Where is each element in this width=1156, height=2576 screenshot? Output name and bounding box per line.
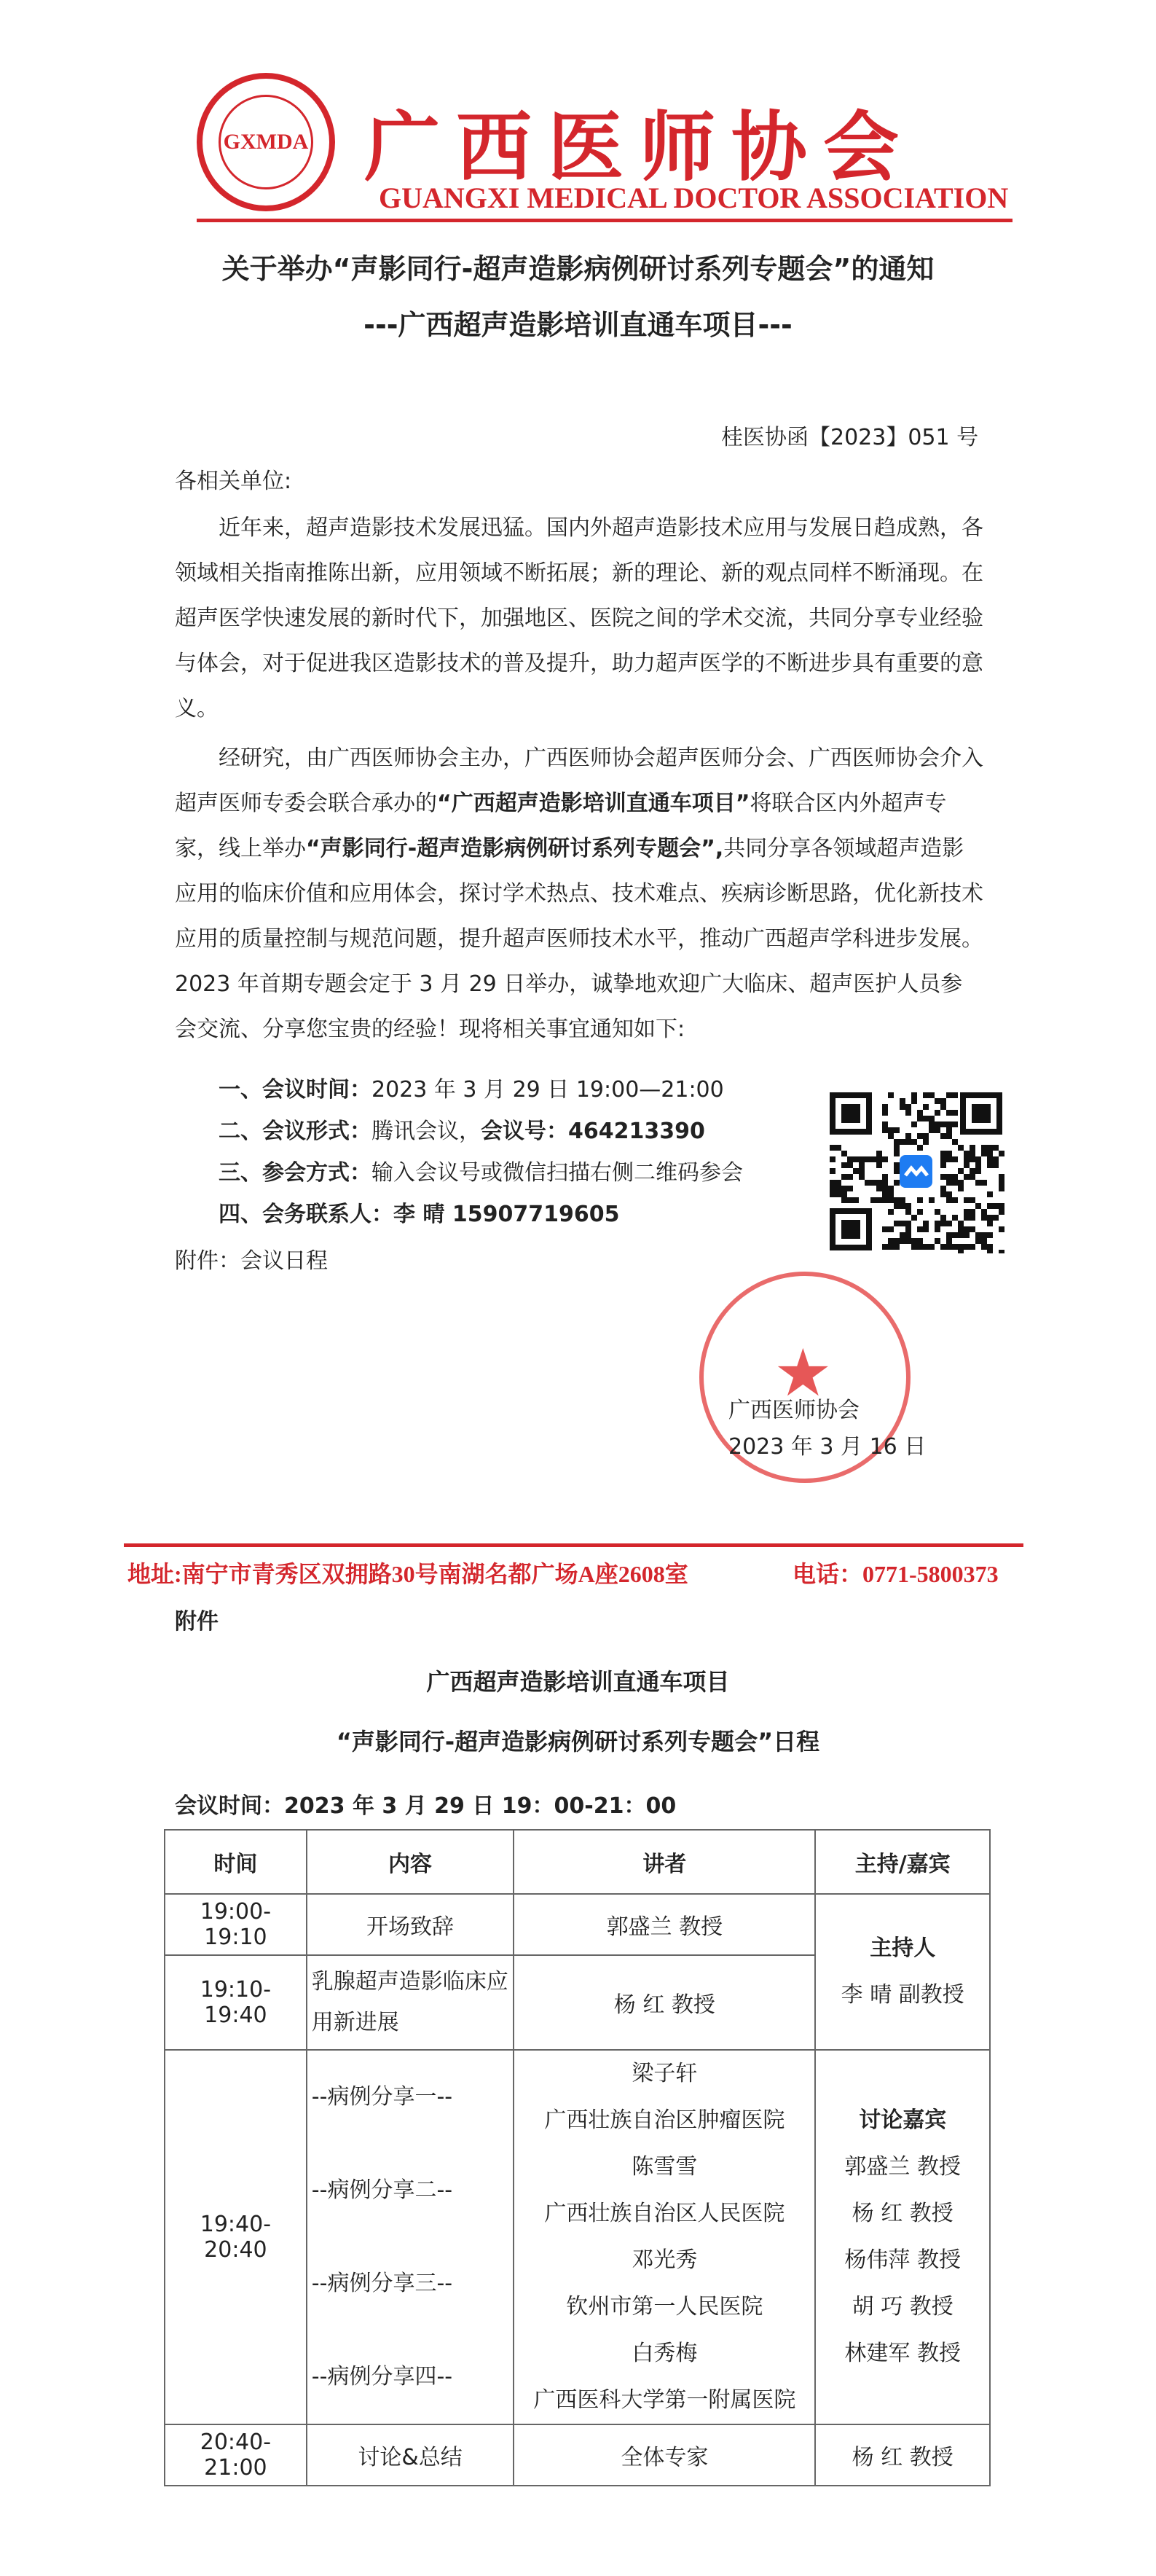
row1-speaker: 郭盛兰 教授 <box>514 1894 815 1955</box>
col-header-content: 内容 <box>307 1830 514 1894</box>
attachment-title: 广西超声造影培训直通车项目 <box>426 1668 730 1696</box>
guest-5: 林建军 教授 <box>844 2341 961 2366</box>
table-row <box>165 2050 990 2424</box>
speaker-2-hospital: 广西壮族自治区人民医院 <box>544 2201 785 2226</box>
row3-cases <box>307 2050 514 2424</box>
attachment-subtitle: “声影同行-超声造影病例研讨系列专题会”日程 <box>336 1728 820 1755</box>
col-header-host: 主持/嘉宾 <box>815 1830 990 1894</box>
case-1: --病例分享一-- <box>311 2084 453 2110</box>
guest-4: 胡 巧 教授 <box>852 2294 953 2319</box>
speaker-4: 白秀梅 <box>632 2341 698 2366</box>
guests-title: 讨论嘉宾 <box>859 2107 947 2133</box>
item-join-method: 三、参会方式：输入会议号或微信扫描右侧二维码参会 <box>219 1160 743 1186</box>
item-contact: 四、会务联系人：李 晴 15907719605 <box>219 1202 620 1227</box>
footer-address: 地址:南宁市青秀区双拥路30号南湖名都广场A座2608室 <box>127 1561 688 1587</box>
host-cell <box>815 1894 990 2050</box>
row4-host: 杨 红 教授 <box>815 2424 990 2486</box>
org-name-cn: 广西医师协会 <box>364 102 916 192</box>
salutation: 各相关单位: <box>175 469 292 494</box>
signature-date: 2023 年 3 月 16 日 <box>728 1434 927 1460</box>
table-header-row <box>165 1830 990 1894</box>
speaker-3: 邓光秀 <box>632 2247 698 2273</box>
row4-time: 20:40-21:00 <box>165 2424 307 2486</box>
signature-org: 广西医师协会 <box>728 1398 860 1423</box>
footer-phone: 电话：0771-5800373 <box>793 1561 999 1587</box>
speaker-1-hospital: 广西壮族自治区肿瘤医院 <box>544 2107 785 2133</box>
guest-1: 郭盛兰 教授 <box>844 2154 961 2180</box>
document-number: 桂医协函【2023】051 号 <box>721 425 979 450</box>
case-4: --病例分享四-- <box>311 2364 453 2389</box>
notice-subtitle: ---广西超声造影培训直通车项目--- <box>363 309 793 341</box>
row4-content: 讨论&总结 <box>307 2424 514 2486</box>
case-3: --病例分享三-- <box>311 2271 453 2296</box>
speaker-3-hospital: 钦州市第一人民医院 <box>566 2294 763 2319</box>
footer-divider <box>124 1543 1023 1547</box>
paragraph-2: 经研究，由广西医师协会主办，广西医师协会超声医师分会、广西医师协会介入超声医师专委会联合承办的“广西超声造影培训直通车项目”将联合区内外超声专家，线上举办“声影同行-超声造影病例研讨系列专题会”,共同分享各领域超声造影应用的临床价值和应用体会，探讨学术热点、技术难点、疾病诊断思路，优化新技术应用的质量控制与规范问题，提升超声医师技术水平，推动广西超声学科进步发展。2023 年首期专题会定于 3 月 29 日举办，诚挚地欢迎广大临床、超声医护人员参会交流、分享您宝贵的经验！现将相关事宜通知如下: <box>175 745 983 1042</box>
meeting-qr-code[interactable] <box>827 1089 1005 1253</box>
attachment-label: 附件 <box>175 1609 219 1635</box>
row4-speaker: 全体专家 <box>514 2424 815 2486</box>
item-meeting-time: 一、会议时间：2023 年 3 月 29 日 19:00—21:00 <box>219 1077 724 1103</box>
item-meeting-format: 二、会议形式：腾讯会议，会议号：464213390 <box>219 1119 705 1144</box>
speaker-2: 陈雪雪 <box>632 2154 698 2180</box>
org-name-en: GUANGXI MEDICAL DOCTOR ASSOCIATION <box>379 181 1009 214</box>
schedule-meeting-time: 会议时间：2023 年 3 月 29 日 19：00-21：00 <box>175 1793 677 1819</box>
row2-time: 19:10-19:40 <box>165 1955 307 2050</box>
row3-speakers <box>514 2050 815 2424</box>
guest-3: 杨伟萍 教授 <box>844 2247 961 2273</box>
seal-star-icon: ★ <box>774 1335 833 1412</box>
notice-title: 关于举办“声影同行-超声造影病例研讨系列专题会”的通知 <box>221 253 935 285</box>
logo-text: GXMDA <box>223 130 309 154</box>
table-row <box>165 1894 990 1955</box>
host-title: 主持人 <box>870 1935 936 1961</box>
row2-speaker: 杨 红 教授 <box>514 1955 815 2050</box>
row1-content: 开场致辞 <box>307 1894 514 1955</box>
row2-content: 乳腺超声造影临床应用新进展 <box>307 1955 514 2050</box>
row1-time: 19:00-19:10 <box>165 1894 307 1955</box>
guest-2: 杨 红 教授 <box>852 2201 953 2226</box>
row3-time: 19:40-20:40 <box>165 2050 307 2424</box>
col-header-speaker: 讲者 <box>514 1830 815 1894</box>
host-name: 李 晴 副教授 <box>841 1982 964 2008</box>
case-2: --病例分享二-- <box>311 2177 453 2203</box>
col-header-time: 时间 <box>165 1830 307 1894</box>
attachment-note: 附件：会议日程 <box>175 1248 328 1274</box>
schedule-table <box>164 1829 991 2486</box>
paragraph-1: 近年来，超声造影技术发展迅猛。国内外超声造影技术应用与发展日趋成熟，各领域相关指南推陈出新，应用领域不断拓展；新的理论、新的观点同样不断涌现。在超声医学快速发展的新时代下，加强地区、医院之间的学术交流，共同分享专业经验与体会，对于促进我区造影技术的普及提升，助力超声医学的不断进步具有重要的意义。 <box>175 515 983 721</box>
table-row <box>165 2424 990 2486</box>
speaker-4-hospital: 广西医科大学第一附属医院 <box>533 2387 796 2413</box>
row3-guests <box>815 2050 990 2424</box>
header-divider <box>197 219 1013 222</box>
speaker-1: 梁子轩 <box>632 2061 698 2086</box>
